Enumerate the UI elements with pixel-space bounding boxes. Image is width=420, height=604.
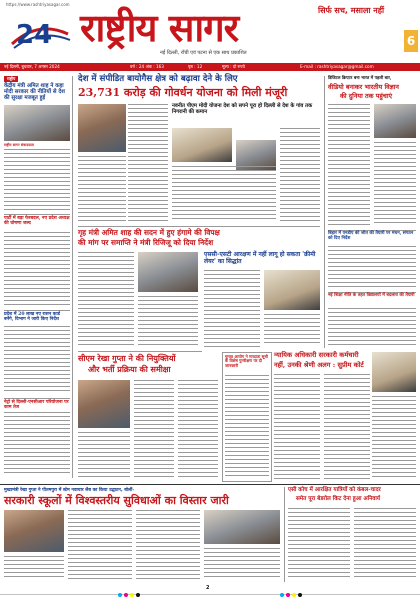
right-story3-headline: नई शिक्षा नीति के तहत विद्यालयों में बदलाव की तैयारी <box>328 293 415 298</box>
center-story3-body-2 <box>134 380 174 480</box>
center-story2-headline-line1: गृह मंत्री अमित शाह की सदन में हुए हंगामे की विपक्ष <box>78 228 220 237</box>
left-story4-body <box>4 412 70 478</box>
bottom-divider <box>0 484 420 485</box>
center-story3-photo <box>78 380 130 428</box>
website-url[interactable]: https://www.rashtriyasagar.com <box>6 2 70 7</box>
corner-badge: 6 <box>404 30 418 52</box>
left-story1-headline: केंद्रीय मंत्री अमित शाह ने कहा मोदी सरकार की नीतियों से देश की सुरक्षा मजबूत हुई <box>4 83 65 101</box>
right-feature-photo <box>374 104 416 138</box>
left-section-label: राष्ट्रीय <box>4 76 18 82</box>
left-story1-body <box>4 149 70 213</box>
center-story5-body <box>274 374 320 480</box>
center-story3-body <box>78 432 130 480</box>
footer <box>0 585 420 594</box>
center-story2-body <box>78 252 134 348</box>
center-sub-photo <box>172 128 232 162</box>
right-bottom-photo <box>372 352 416 392</box>
bottom-headline: सरकारी स्कूलों में विश्वस्तरीय सुविधाओं का विस्तार जारी <box>4 494 229 507</box>
left-story2-headline: पार्टी में बड़ा फेरबदल, नए प्रदेश अध्यक्ष की घोषणा जल्द <box>4 216 70 227</box>
price: मूल्य : दो रुपये <box>222 64 245 69</box>
center-story3-headline-line1: सीएम रेखा गुप्ता ने की नियुक्तियों <box>78 353 176 363</box>
lead-headline-line2: 23,731 करोड़ की गोवर्धन योजना को मिली मंजूरी <box>78 86 288 99</box>
left-story2-body <box>4 232 70 308</box>
info-bar <box>0 63 420 71</box>
issue-number: वर्ष : 24 अंक : 163 <box>130 64 164 69</box>
box-headline: चुनाव आयोग ने मतदाता सूची के विशेष पुनरीक्षण पर दी जानकारी <box>225 354 268 368</box>
left-story4-headline: नेट्रो से दिल्ली-एनसीआर परियोजना पर काम तेज <box>4 400 69 411</box>
center-story5-headline-line1: न्यायिक अधिकारी सरकारी कर्मचारी <box>274 351 359 359</box>
page-count: पृष्ठ : 12 <box>188 64 203 69</box>
left-story1-photo <box>4 105 70 141</box>
divider <box>78 226 320 227</box>
center-story3-body-3 <box>178 380 218 480</box>
left-story3-body <box>4 326 70 396</box>
bottom-side-body <box>288 508 350 582</box>
right-feature-body <box>328 104 370 228</box>
bottom-body-3 <box>4 556 64 582</box>
left-byline: राष्ट्रीय सागर संवाददाता <box>4 143 34 147</box>
lead-photo <box>78 104 126 152</box>
right-feature-headline-2: की दुनिया तक पहुंचाएं <box>340 92 393 100</box>
page-number: 2 <box>206 585 210 591</box>
paper-title: राष्ट्रीय सागर <box>80 5 239 50</box>
logo-number: 24 <box>16 20 53 50</box>
divider <box>78 351 202 352</box>
center-sub-body <box>280 128 320 224</box>
right-bottom-body <box>372 396 416 480</box>
bottom-side-headline-line1: एसी कोच में आरक्षित यात्रियों को कंबल-चादर <box>288 487 381 493</box>
center-story2-photo <box>138 252 198 292</box>
right-story2-body <box>328 246 416 290</box>
lead-body-col1 <box>128 104 168 224</box>
center-story5-body-2 <box>324 374 370 480</box>
center-sub-headline: नवनीत पीएम मोदी योजना देश को सपने पूरा हो दिल्ली से देश के गांव तक निगरानी की कमान <box>172 103 313 115</box>
bottom-body <box>68 510 132 582</box>
lead-headline-line1: देश में संपीडित बायोगैस क्षेत्र को बढ़ावा देने के लिए <box>78 74 238 84</box>
center-story2-headline-line2: की मांग पर समाप्ति ने मंत्री रिजिजू को दिया निर्देश <box>78 238 214 247</box>
bottom-side-body-2 <box>354 508 416 582</box>
right-story3-body <box>328 308 416 348</box>
bottom-side-headline-line2: समेत पूरा बेडरोल किट देना हुआ अनिवार्य <box>296 496 381 502</box>
divider <box>4 398 70 399</box>
election-box <box>222 352 272 482</box>
column-rule <box>324 76 325 348</box>
left-story3-headline: प्रदेश में 20 लाख नए राशन कार्ड बनेंगे, विभाग ने जारी किए निर्देश <box>4 312 60 323</box>
center-story2-body-2 <box>138 296 198 348</box>
divider <box>4 310 70 311</box>
center-story4-body-2 <box>264 314 320 348</box>
bottom-body-4 <box>204 548 280 582</box>
bottom-strip-kicker: मुख्यमंत्री रेखा गुप्ता ने पीतमपुरा में स्टेम नवाचार लैब का किया उद्घाटन, बोलीं- <box>4 488 135 493</box>
right-feature-headline: वीडियो बनाकर भारतीय विज्ञान <box>328 83 399 91</box>
right-feature-body-2 <box>374 142 416 228</box>
bottom-photo <box>4 510 64 552</box>
column-rule <box>284 487 285 582</box>
contact-email[interactable]: E-mail : rashtriyasagar@gmail.com <box>300 64 374 69</box>
center-story4-body <box>204 270 260 348</box>
column-rule <box>72 76 73 478</box>
color-registration-strip <box>0 591 420 600</box>
issue-date: नई दिल्ली, बुधवार, 7 अगस्त 2024 <box>4 64 60 69</box>
right-feature-kicker: डिजिटल क्रिएटर बना भारत में पहली बार, <box>328 75 392 80</box>
center-story5-headline-line2: नहीं, उनकी श्रेणी अलग : सुप्रीम कोर्ट <box>274 361 364 369</box>
right-story2-headline: बिहार में एनडीए की जीत की तैयारी पर मंथन, संगठन को दिए निर्देश <box>328 231 414 241</box>
center-sub-body-2 <box>172 166 276 224</box>
paper-tagline: सिर्फ सच, मसाला नहीं <box>318 6 385 15</box>
paper-logo <box>8 14 72 54</box>
lead-body-col0 <box>78 156 126 224</box>
center-story4-headline: एससी-एसटी आरक्षण में नहीं लागू हो सकता 'क्रीमी लेयर' का सिद्धांत <box>204 251 316 265</box>
bottom-photo-2 <box>204 510 280 544</box>
masthead <box>0 0 420 62</box>
center-story4-photo <box>264 270 320 310</box>
center-story3-headline-line2: और भर्ती प्रक्रिया की समीक्षा <box>88 364 171 374</box>
divider <box>4 214 70 215</box>
edition-line: नई दिल्ली, राँची एवं पटना से एक साथ प्रकाशित <box>160 50 247 56</box>
box-body <box>225 375 269 477</box>
bottom-body-2 <box>136 510 200 582</box>
